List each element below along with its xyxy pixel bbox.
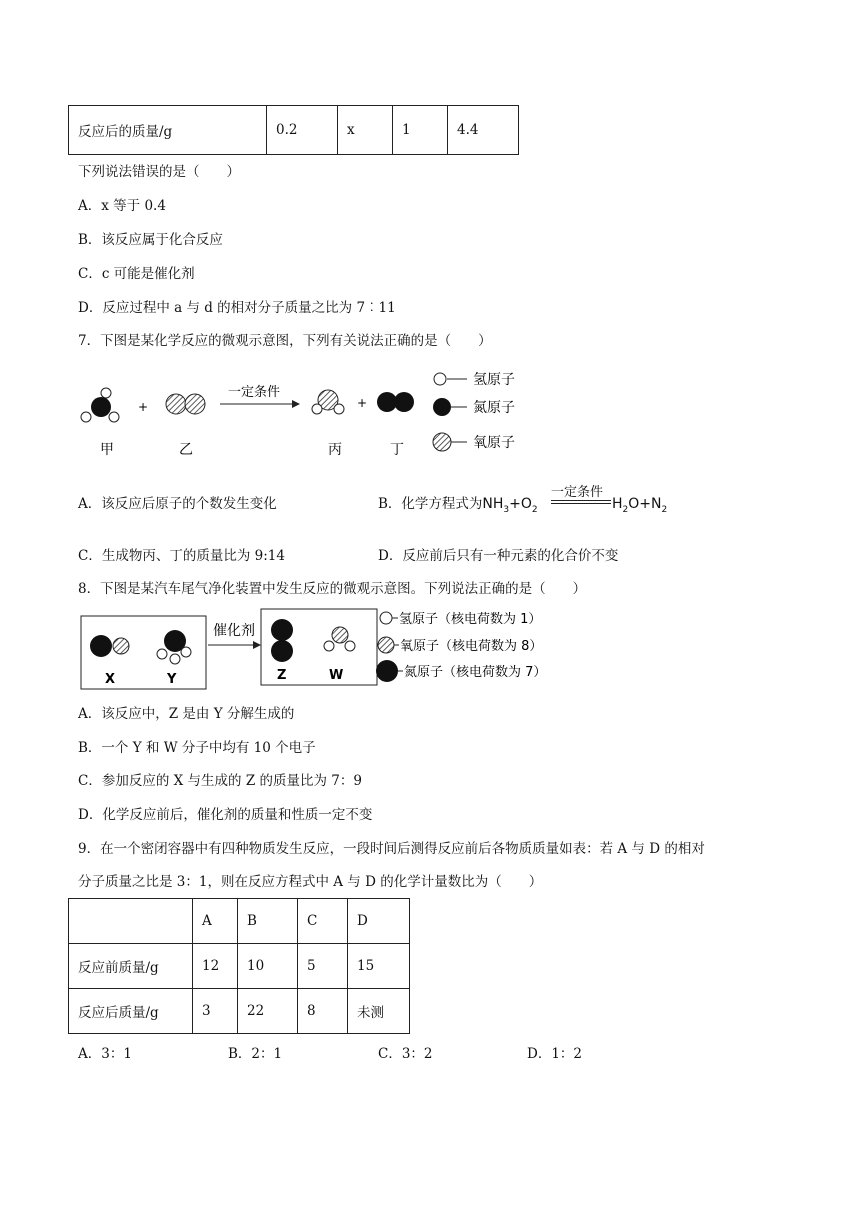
molecule-bing [312,390,344,414]
q8-reaction-diagram [78,605,578,693]
mass-table-top [68,105,519,155]
q9-option-d: D．1：2 [527,1046,583,1062]
cell: 8 [298,989,348,1034]
q7-option-d: D．反应前后只有一种元素的化合价不变 [378,548,619,564]
q9-stem-line1: 9．在一个密闭容器中有四种物质发生反应，一段时间后测得反应前后各物质质量如表：若 A 与 D 的相对 [78,841,705,857]
cell: 10 [238,944,298,989]
q8-stem: 8．下图是某汽车尾气净化装置中发生反应的微观示意图。下列说法正确的是（ ） [78,581,587,597]
q9-option-a: A．3：1 [78,1046,132,1062]
cell-c: 1 [393,106,448,155]
label-z: Z [277,668,287,683]
q6-option-d: D．反应过程中 a 与 d 的相对分子质量之比为 7︰11 [78,300,396,316]
label-x: X [105,672,116,687]
label-jia: 甲 [100,442,114,458]
cell: 12 [193,944,238,989]
arrow-head-icon [253,641,261,649]
header-d: D [348,899,410,944]
label-ding: 丁 [390,442,404,458]
plus-1: + [138,400,149,414]
q9-option-c: C．3：2 [378,1046,433,1062]
label-bing: 丙 [328,442,342,458]
legend-n: 氮原子（核电荷数为 7） [404,665,547,680]
plus-2: + [357,396,368,410]
cell: 15 [348,944,410,989]
molecule-z [271,619,293,662]
q6-option-b: B．该反应属于化合反应 [78,232,223,248]
legend-hydrogen: 氢原子 [473,372,515,388]
q7-option-a: A．该反应后原子的个数发生变化 [78,496,277,512]
label-yi: 乙 [179,442,193,458]
q7-option-b-plus: +O [509,496,532,512]
q7-option-b [378,495,538,519]
header-blank [69,899,193,944]
molecule-x [90,635,129,657]
legend-nitrogen: 氮原子 [473,400,515,416]
cell-a: 0.2 [267,106,338,155]
cell-b: x [338,106,393,155]
q7-reaction-diagram [70,362,540,462]
q6-option-c: C．c 可能是催化剂 [78,266,195,282]
q9-stem-line2: 分子质量之比是 3：1，则在反应方程式中 A 与 D 的化学计量数比为（ ） [78,874,543,890]
q7-stem: 7．下图是某化学反应的微观示意图，下列有关说法正确的是（ ） [78,333,492,349]
row-label: 反应后的质量/g [69,106,267,155]
q7-option-b-reactants: NH [482,496,504,512]
q8-option-c: C．参加反应的 X 与生成的 Z 的质量比为 7：9 [78,773,362,789]
q9-option-b: B．2：1 [228,1046,283,1062]
equals-line-bottom [551,503,611,504]
arrow-head-icon [292,400,300,408]
sub-2: 2 [531,504,538,515]
legend-oxygen: 氧原子 [473,435,515,451]
q8-option-d: D．化学反应前后，催化剂的质量和性质一定不变 [78,807,373,823]
row-label: 反应前质量/g [69,944,193,989]
cell-d: 4.4 [448,106,519,155]
q6-stem: 下列说法错误的是（ ） [78,164,240,180]
q8-legend [376,611,546,682]
molecule-y [157,630,191,664]
cell: 3 [193,989,238,1034]
product-h: H [612,496,623,512]
q7-option-b-products [612,495,667,519]
catalyst-label: 催化剂 [213,623,255,639]
q7-legend [433,372,515,451]
table-row [69,944,410,989]
sub-3: 2 [622,504,629,515]
q8-option-a: A．该反应中，Z 是由 Y 分解生成的 [78,706,295,722]
cell: 未测 [348,989,410,1034]
q7-option-b-prefix: B．化学方程式为 [378,496,483,512]
product-o-n: O+N [628,496,662,512]
q7-option-b-condition: 一定条件 [551,485,604,500]
sub-4: 2 [661,504,668,515]
equals-line-top [551,500,611,501]
condition-label: 一定条件 [228,385,281,400]
legend-o: 氧原子（核电荷数为 8） [400,639,543,654]
molecule-yi [166,394,205,414]
sub-1: 3 [503,504,510,515]
q7-option-c: C．生成物丙、丁的质量比为 9:14 [78,548,285,564]
header-a: A [193,899,238,944]
label-y: Y [167,672,177,687]
cell: 5 [298,944,348,989]
cell: 22 [238,989,298,1034]
molecule-jia [81,388,119,422]
q6-option-a: A．x 等于 0.4 [78,198,166,214]
q9-mass-table [68,898,410,1034]
molecule-ding [377,392,414,412]
q8-option-b: B．一个 Y 和 W 分子中均有 10 个电子 [78,740,316,756]
table-row [69,989,410,1034]
header-c: C [298,899,348,944]
legend-h: 氢原子（核电荷数为 1） [399,612,542,627]
row-label: 反应后质量/g [69,989,193,1034]
molecule-w [324,627,355,651]
header-b: B [238,899,298,944]
label-w: W [329,668,344,683]
